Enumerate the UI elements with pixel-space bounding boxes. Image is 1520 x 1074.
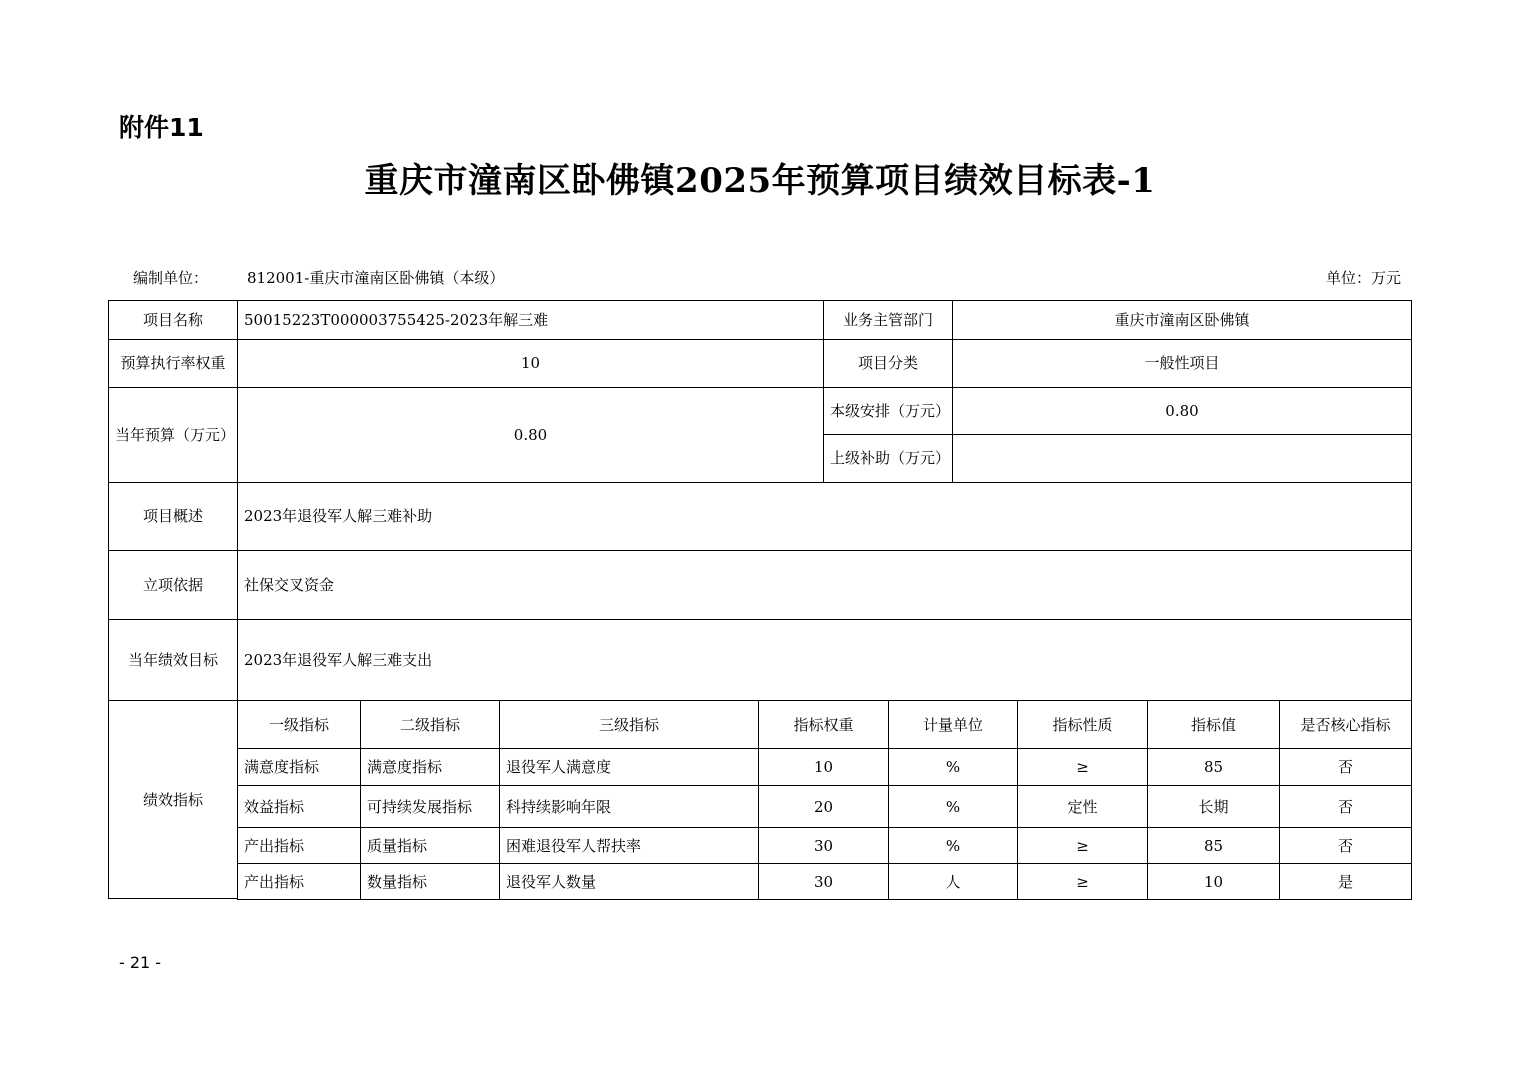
row-nature: 定性	[1018, 786, 1148, 828]
compile-unit-label: 编制单位：	[133, 269, 209, 287]
basis-label: 立项依据	[109, 551, 238, 620]
local-value: 0.80	[953, 388, 1412, 435]
header-unit: 计量单位	[889, 701, 1018, 749]
indicator-table	[237, 700, 1412, 900]
table-row	[238, 828, 1412, 864]
category-value: 一般性项目	[953, 340, 1412, 388]
category-label: 项目分类	[824, 340, 953, 388]
page-number: - 21 -	[119, 953, 162, 972]
row-weight: 10	[759, 749, 889, 786]
performance-indicator-text: 绩效指标	[142, 791, 203, 809]
header-level1: 一级指标	[238, 701, 361, 749]
row-level3: 退役军人数量	[500, 864, 759, 900]
row-level2: 质量指标	[361, 828, 500, 864]
row-level3: 科持续影响年限	[500, 786, 759, 828]
row-value: 85	[1148, 828, 1280, 864]
row-unit: %	[889, 828, 1018, 864]
row-core: 否	[1280, 749, 1412, 786]
project-name-label: 项目名称	[109, 301, 238, 340]
row-level2: 满意度指标	[361, 749, 500, 786]
row-level3: 困难退役军人帮扶率	[500, 828, 759, 864]
row-value: 长期	[1148, 786, 1280, 828]
row-unit: 人	[889, 864, 1018, 900]
table-row	[238, 749, 1412, 786]
row-core: 是	[1280, 864, 1412, 900]
exec-rate-value: 10	[238, 340, 824, 388]
row-weight: 30	[759, 864, 889, 900]
row-level2: 可持续发展指标	[361, 786, 500, 828]
table-row	[238, 786, 1412, 828]
overview-label: 项目概述	[109, 483, 238, 551]
row-core: 否	[1280, 828, 1412, 864]
budget-value: 0.80	[238, 388, 824, 483]
header-value: 指标值	[1148, 701, 1280, 749]
upper-label: 上级补助（万元）	[824, 435, 953, 483]
overview-value: 2023年退役军人解三难补助	[238, 483, 1412, 551]
budget-table	[108, 300, 1412, 701]
dept-value: 重庆市潼南区卧佛镇	[953, 301, 1412, 340]
upper-value	[953, 435, 1412, 483]
indicator-header-row	[238, 701, 1412, 749]
header-weight: 指标权重	[759, 701, 889, 749]
row-level2: 数量指标	[361, 864, 500, 900]
basis-value: 社保交叉资金	[238, 551, 1412, 620]
row-weight: 30	[759, 828, 889, 864]
row-level1: 满意度指标	[238, 749, 361, 786]
row-nature: ≥	[1018, 828, 1148, 864]
header-level3: 三级指标	[500, 701, 759, 749]
row-level1: 产出指标	[238, 864, 361, 900]
row-weight: 20	[759, 786, 889, 828]
compile-unit-value: 812001-重庆市潼南区卧佛镇（本级）	[247, 269, 505, 287]
row-nature: ≥	[1018, 749, 1148, 786]
row-unit: %	[889, 786, 1018, 828]
row-level1: 效益指标	[238, 786, 361, 828]
performance-indicator-label	[108, 700, 237, 899]
row-unit: %	[889, 749, 1018, 786]
local-label: 本级安排（万元）	[824, 388, 953, 435]
page-title: 重庆市潼南区卧佛镇2025年预算项目绩效目标表-1	[364, 161, 1156, 201]
exec-rate-label: 预算执行率权重	[109, 340, 238, 388]
dept-label: 业务主管部门	[824, 301, 953, 340]
row-level1: 产出指标	[238, 828, 361, 864]
row-level3: 退役军人满意度	[500, 749, 759, 786]
header-core: 是否核心指标	[1280, 701, 1412, 749]
row-value: 10	[1148, 864, 1280, 900]
table-row	[238, 864, 1412, 900]
meta-row	[133, 267, 1401, 289]
row-nature: ≥	[1018, 864, 1148, 900]
project-name-value: 50015223T000003755425-2023年解三难	[238, 301, 824, 340]
header-nature: 指标性质	[1018, 701, 1148, 749]
budget-label: 当年预算（万元）	[109, 388, 238, 483]
goal-label: 当年绩效目标	[109, 620, 238, 701]
currency-unit: 单位：万元	[1325, 269, 1401, 287]
header-level2: 二级指标	[361, 701, 500, 749]
goal-value: 2023年退役军人解三难支出	[238, 620, 1412, 701]
attachment-label: 附件11	[119, 113, 204, 142]
row-value: 85	[1148, 749, 1280, 786]
row-core: 否	[1280, 786, 1412, 828]
